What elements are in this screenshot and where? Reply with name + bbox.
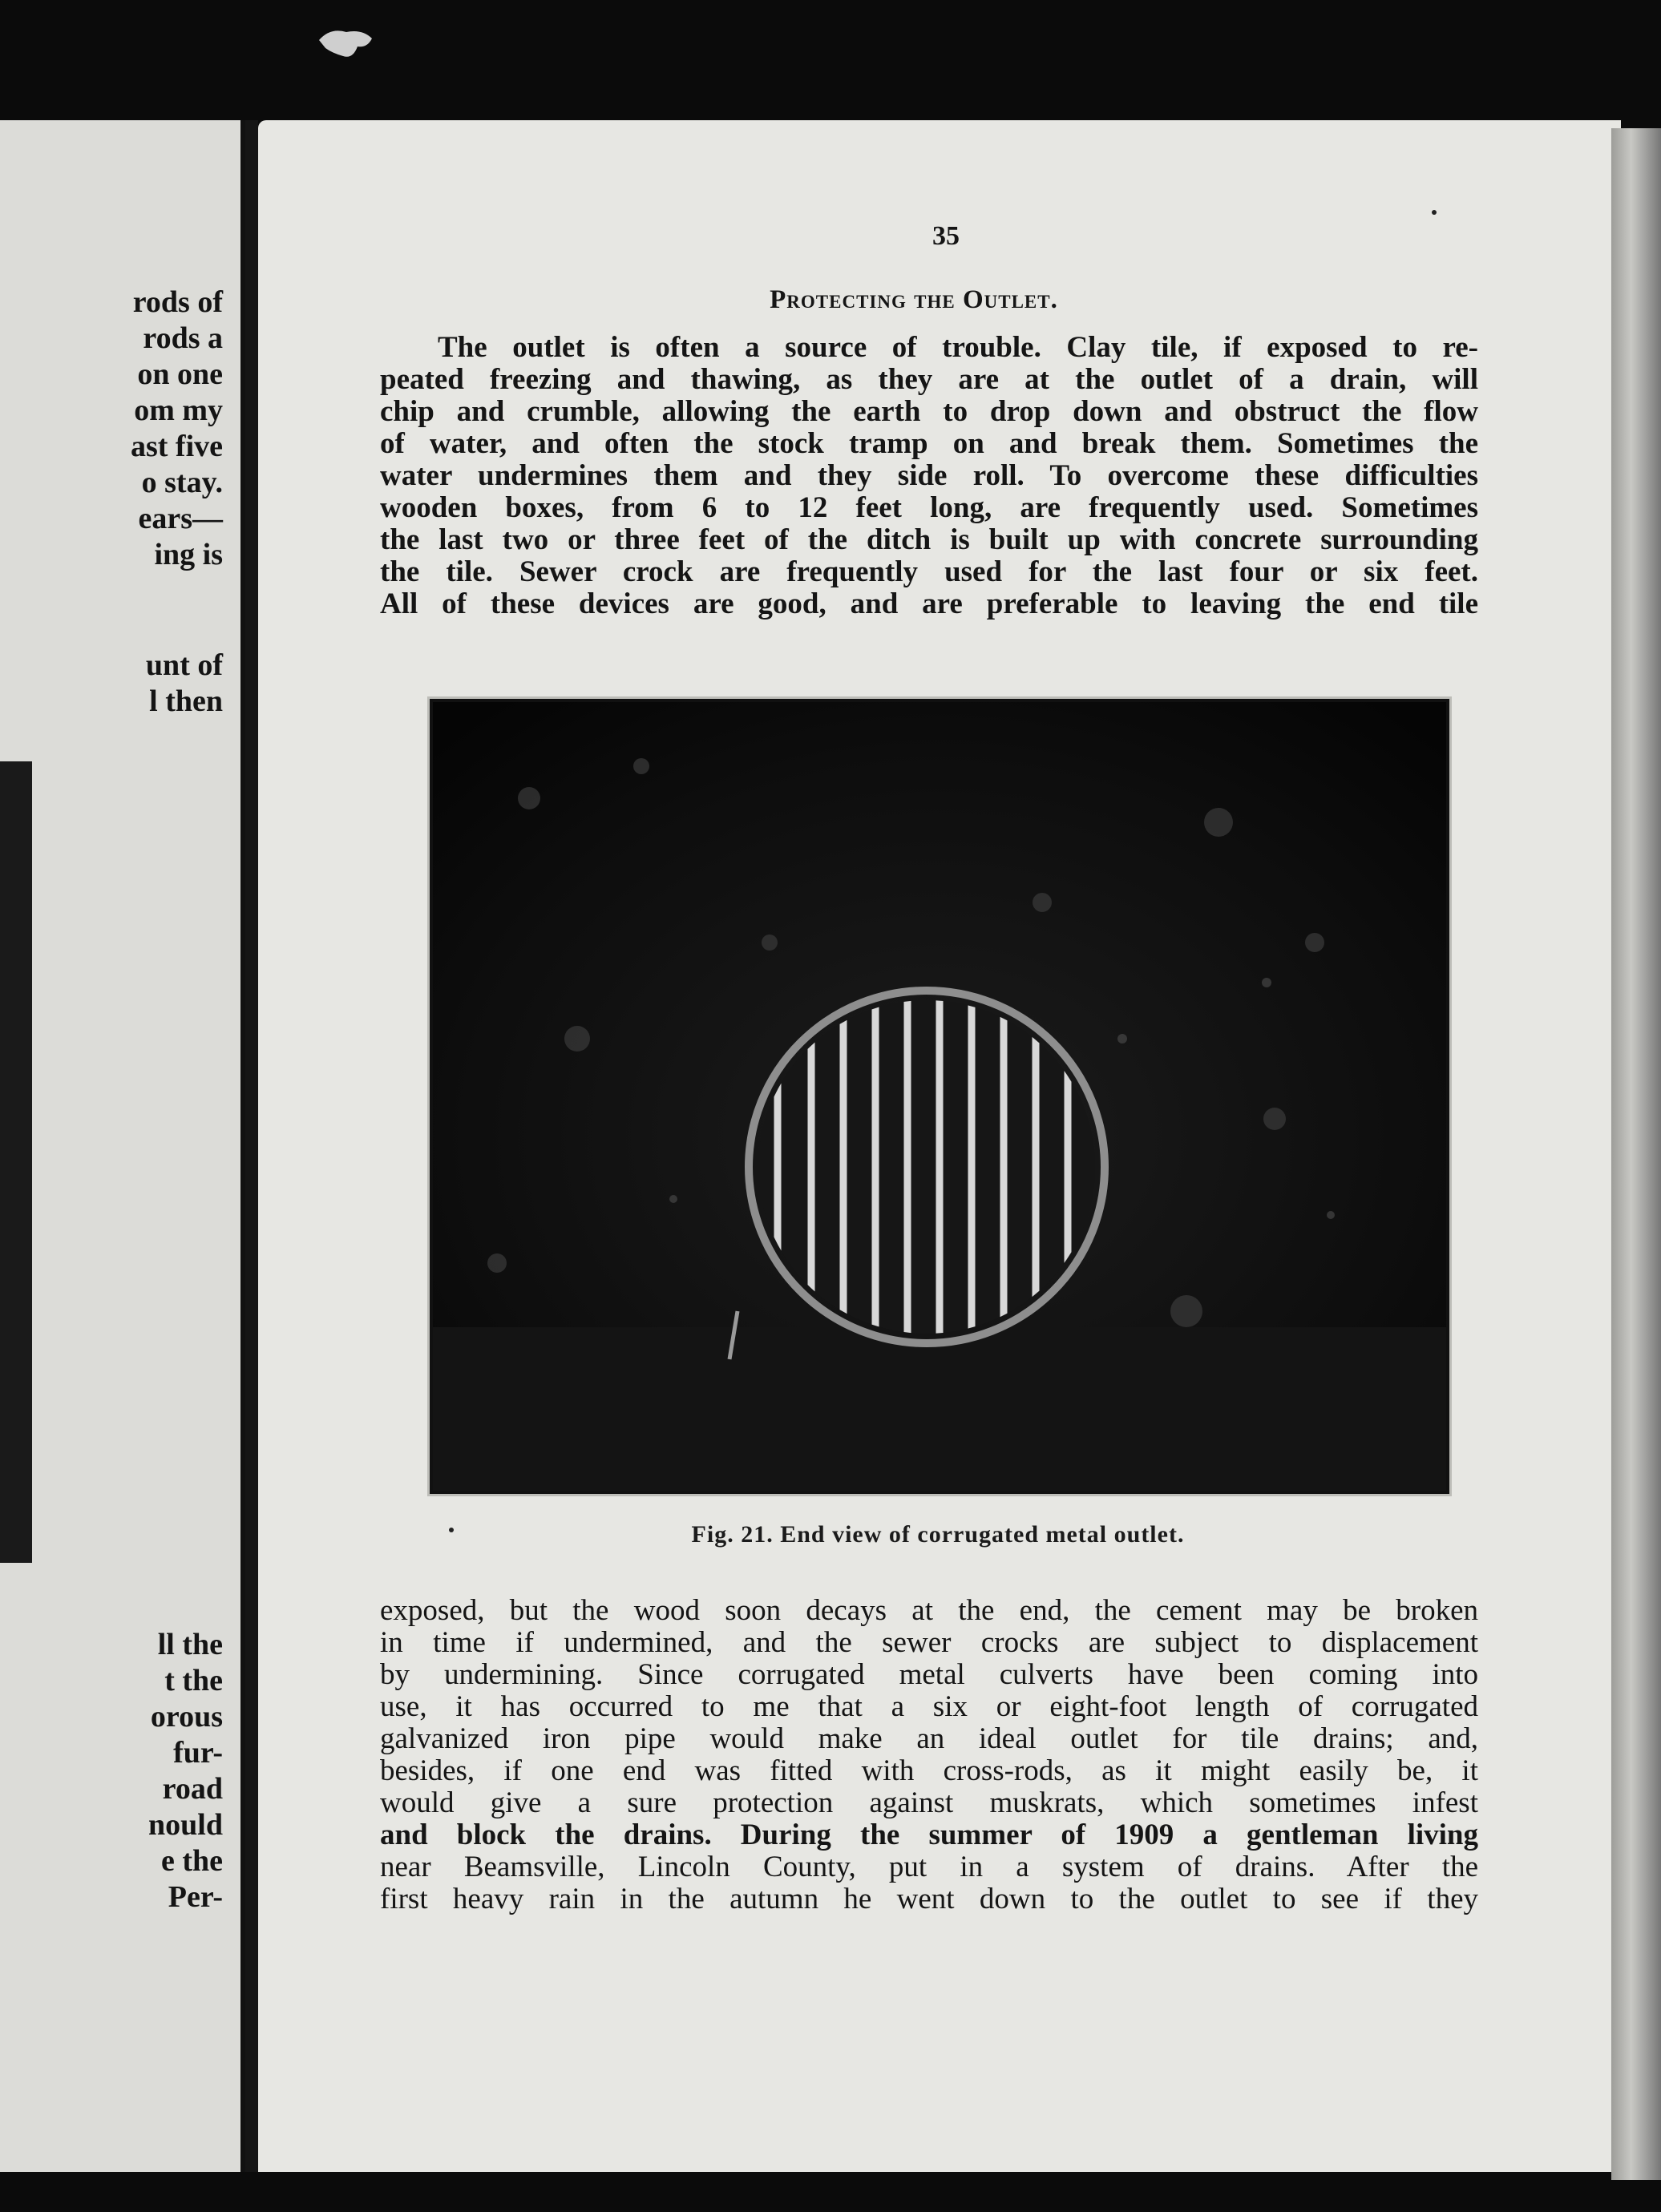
page-number: 35 bbox=[932, 221, 960, 251]
text-line: would give a sure protection against muskrats, which sometimes infest bbox=[380, 1786, 1478, 1819]
text-line: peated freezing and thawing, as they are at the outlet of a drain, will bbox=[380, 363, 1478, 396]
text-line: in time if undermined, and the sewer crocks are subject to displacement bbox=[380, 1626, 1478, 1659]
section-heading: Protecting the Outlet. bbox=[770, 285, 1058, 314]
left-page-line: l then bbox=[149, 684, 223, 718]
left-page-line: ast five bbox=[130, 430, 223, 463]
text-line: and block the drains. During the summer of 1909 a gentleman living bbox=[380, 1818, 1478, 1851]
text-line: use, it has occurred to me that a six or eight-foot length of corrugated bbox=[380, 1690, 1478, 1723]
text-line: chip and crumble, allowing the earth to drop down and obstruct the flow bbox=[380, 395, 1478, 428]
text-line: the tile. Sewer crock are frequently used for the last four or six feet. bbox=[380, 555, 1478, 588]
text-line: the last two or three feet of the ditch is built up with concrete surrounding bbox=[380, 523, 1478, 556]
left-page-line: e the bbox=[160, 1844, 223, 1878]
library-stamp-icon bbox=[314, 24, 378, 64]
figure-caption: Fig. 21. End view of corrugated metal outlet. bbox=[691, 1521, 1185, 1548]
left-page-line: o stay. bbox=[141, 466, 223, 499]
text-line: wooden boxes, from 6 to 12 feet long, are frequently used. Sometimes bbox=[380, 491, 1478, 524]
left-page-line: orous bbox=[150, 1700, 223, 1734]
corrugated-outlet-photo bbox=[433, 702, 1446, 1491]
book-spine bbox=[245, 120, 258, 2172]
text-line: first heavy rain in the autumn he went down to the outlet to see if they bbox=[380, 1883, 1478, 1915]
text-line: of water, and often the stock tramp on and break them. Sometimes the bbox=[380, 427, 1478, 460]
text-line: besides, if one end was fitted with cross-rods, as it might easily be, it bbox=[380, 1754, 1478, 1787]
left-page-line: ears— bbox=[138, 502, 223, 535]
left-page-line: t the bbox=[164, 1664, 223, 1697]
text-line: exposed, but the wood soon decays at the end, the cement may be broken bbox=[380, 1594, 1478, 1627]
left-page-line: nould bbox=[148, 1808, 223, 1842]
text-line: water undermines them and they side roll. To overcome these difficulties bbox=[380, 459, 1478, 492]
page-stack-edge bbox=[1611, 128, 1661, 2180]
left-page-line: on one bbox=[137, 357, 223, 391]
paragraph-1 bbox=[380, 332, 1478, 620]
left-page-line: ll the bbox=[157, 1628, 223, 1661]
left-page-line: rods a bbox=[143, 321, 223, 355]
text-line: All of these devices are good, and are preferable to leaving the end tile bbox=[380, 587, 1478, 620]
stray-ink-dot bbox=[449, 1528, 454, 1532]
left-page-line: road bbox=[162, 1772, 223, 1806]
text-line: The outlet is often a source of trouble. Clay tile, if exposed to re- bbox=[438, 331, 1478, 364]
left-page-photo-edge bbox=[0, 761, 32, 1563]
left-page-line: om my bbox=[134, 394, 223, 427]
left-page-line: Per- bbox=[168, 1880, 223, 1914]
left-page-line: rods of bbox=[132, 285, 223, 319]
left-facing-page bbox=[0, 120, 249, 2172]
left-page-line: fur- bbox=[173, 1736, 223, 1770]
text-line: by undermining. Since corrugated metal culverts have been coming into bbox=[380, 1658, 1478, 1691]
stray-ink-dot bbox=[1432, 210, 1437, 215]
left-page-line: unt of bbox=[145, 648, 223, 682]
left-page-line: ing is bbox=[154, 538, 223, 571]
text-line: near Beamsville, Lincoln County, put in a system of drains. After the bbox=[380, 1851, 1478, 1883]
text-line: galvanized iron pipe would make an ideal outlet for tile drains; and, bbox=[380, 1722, 1478, 1755]
figure-photograph bbox=[430, 699, 1449, 1494]
paragraph-2 bbox=[380, 1595, 1478, 1915]
